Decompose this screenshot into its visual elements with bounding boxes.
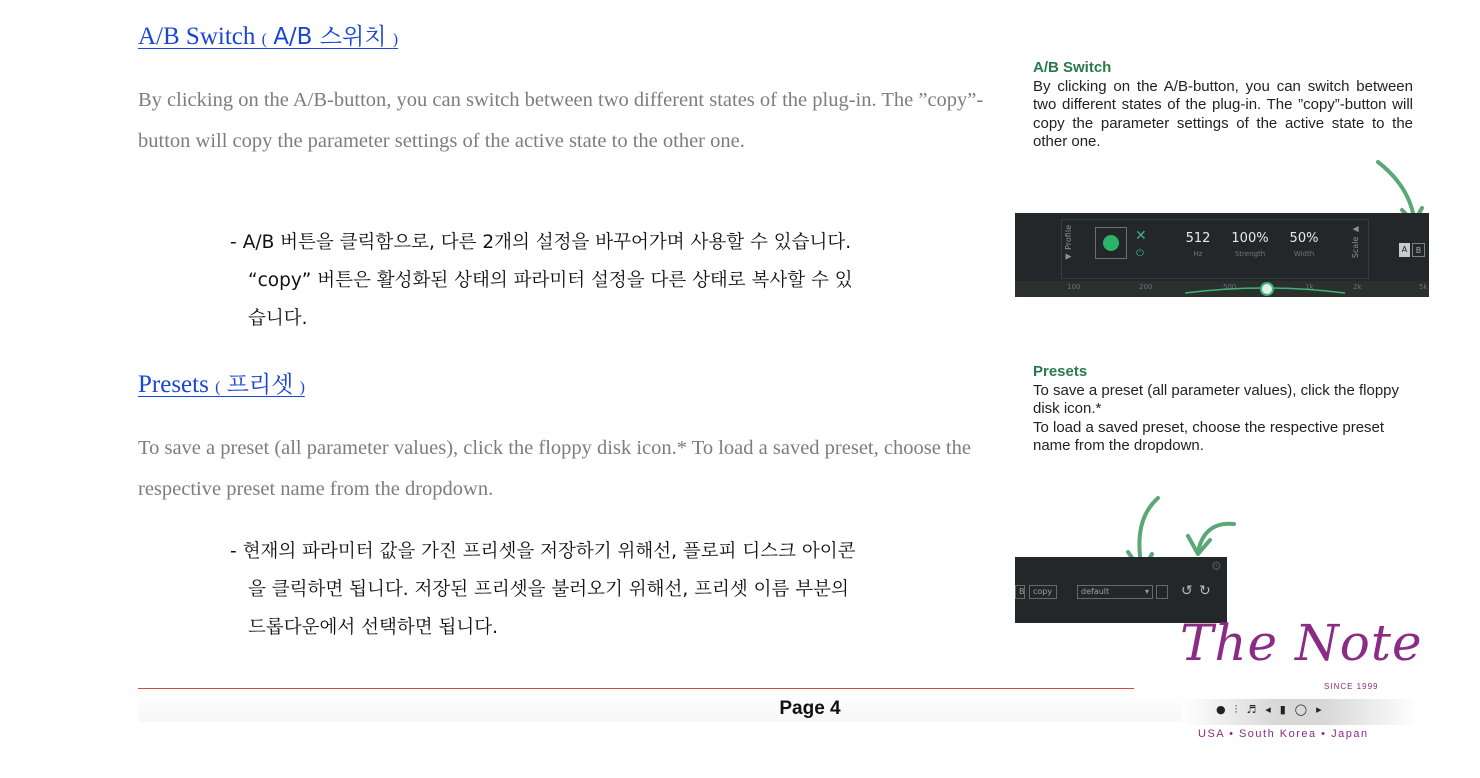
bypass-button[interactable] [1095,227,1127,259]
width-label: Width [1293,250,1315,258]
floppy-disk-icon[interactable] [1156,585,1168,599]
scale-tick: 100 [1067,283,1081,291]
copy-button[interactable]: copy [1029,585,1057,599]
scale-tick: 2k [1353,283,1362,291]
logo-since: SINCE 1999 [1324,682,1379,691]
settings-gear-icon[interactable]: ⚙ [1211,559,1222,573]
bypass-dot-icon [1103,235,1119,251]
ab-heading-paren-open: ( [261,31,267,48]
b-button[interactable]: B [1412,243,1425,257]
a-button[interactable]: A [1399,243,1410,257]
scale-side-tab[interactable]: Scale ▶ [1351,225,1360,259]
page-number: Page 4 [779,698,841,719]
ab-ko-line2: “copy” 버튼은 활성화된 상태의 파라미터 설정을 다른 상태로 복사할 수 있 [248,270,853,291]
ab-ko-line1: A/B 버튼을 클릭함으로, 다른 2개의 설정을 바꾸어가며 사용할 수 있습니다. [242,232,852,253]
ab-paragraph-ko [230,224,990,338]
scale-tick: 5k [1419,283,1428,291]
ab-heading-en: A/B Switch [138,23,256,50]
presets-ko-line1: 현재의 파라미터 값을 가진 프리셋을 저장하기 위해선, 플로피 디스크 아이콘 [242,541,856,562]
ab-heading-paren-close: ) [392,31,399,48]
presets-heading[interactable] [138,366,305,399]
scale-tick: 1k [1305,283,1314,291]
preset-name: default [1081,587,1110,596]
undo-icon[interactable]: ↺ [1181,583,1193,599]
ab-heading-ko: A/B 스위치 [273,24,387,50]
footer-rule [138,688,1134,689]
plugin-panel [1015,213,1429,297]
the-note-logo [1170,608,1430,748]
preset-dropdown[interactable] [1077,585,1153,599]
power-icon[interactable]: ⏻ [1136,248,1144,259]
close-icon[interactable]: ✕ [1135,228,1147,244]
side-ab-body: By clicking on the A/B-button, you can switch between two different states of the plug-in. The ”copy”-button will copy the parameter settings of the active state to the other one. [1033,77,1413,150]
presets-heading-en: Presets [138,371,209,398]
freq-unit: Hz [1193,250,1203,258]
freq-value[interactable]: 512 [1185,231,1211,246]
redo-icon[interactable]: ↻ [1199,583,1211,599]
ab-switch-heading[interactable] [138,18,398,51]
width-value[interactable]: 50% [1289,231,1319,246]
b-state-button[interactable]: B [1015,585,1025,599]
curve-handle-icon[interactable] [1185,273,1345,297]
side-presets-line1: To save a preset (all parameter values), click the floppy disk icon.* [1033,381,1399,417]
side-presets-note [1033,363,1413,456]
scale-tick: 200 [1139,283,1153,291]
presets-heading-ko: 프리셋 [226,372,294,398]
presets-ko-dash: - [230,541,237,562]
logo-name: The Note [1180,614,1423,672]
dropdown-arrow-icon: ▾ [1144,587,1149,596]
scale-tick: 500 [1223,283,1237,291]
logo-instrument-icons: ●⫶♬◂▮◯▸ [1216,703,1331,716]
ab-paragraph-en: By clicking on the A/B-button, you can switch between two different states of the plug-in. The ”copy”-button will copy the parameter settings of the active state to the other one. [138,89,984,152]
ab-ko-line3: 습니다. [248,308,308,329]
presets-paragraph-ko [230,533,990,647]
profile-side-tab[interactable]: ◀ Profile [1064,225,1073,262]
strength-value[interactable]: 100% [1231,231,1269,246]
strength-label: Strength [1234,250,1266,258]
side-ab-title: A/B Switch [1033,59,1112,76]
side-ab-note [1033,59,1413,152]
presets-ko-line3: 드롭다운에서 선택하면 됩니다. [248,617,498,638]
logo-locations: USA • South Korea • Japan [1198,728,1369,740]
side-presets-title: Presets [1033,363,1088,380]
presets-paragraph-en: To save a preset (all parameter values), click the floppy disk icon.* To load a saved preset, choose the respective preset name from the dropdown. [138,437,971,500]
side-presets-line2: To load a saved preset, choose the respective preset name from the dropdown. [1033,418,1385,454]
presets-ko-line2: 을 클릭하면 됩니다. 저장된 프리셋을 불러오기 위해선, 프리셋 이름 부분의 [248,579,849,600]
ab-ko-dash: - [230,232,237,253]
presets-heading-paren-open: ( [215,379,221,396]
presets-heading-paren-close: ) [299,379,305,396]
ab-toggle[interactable] [1399,243,1425,257]
